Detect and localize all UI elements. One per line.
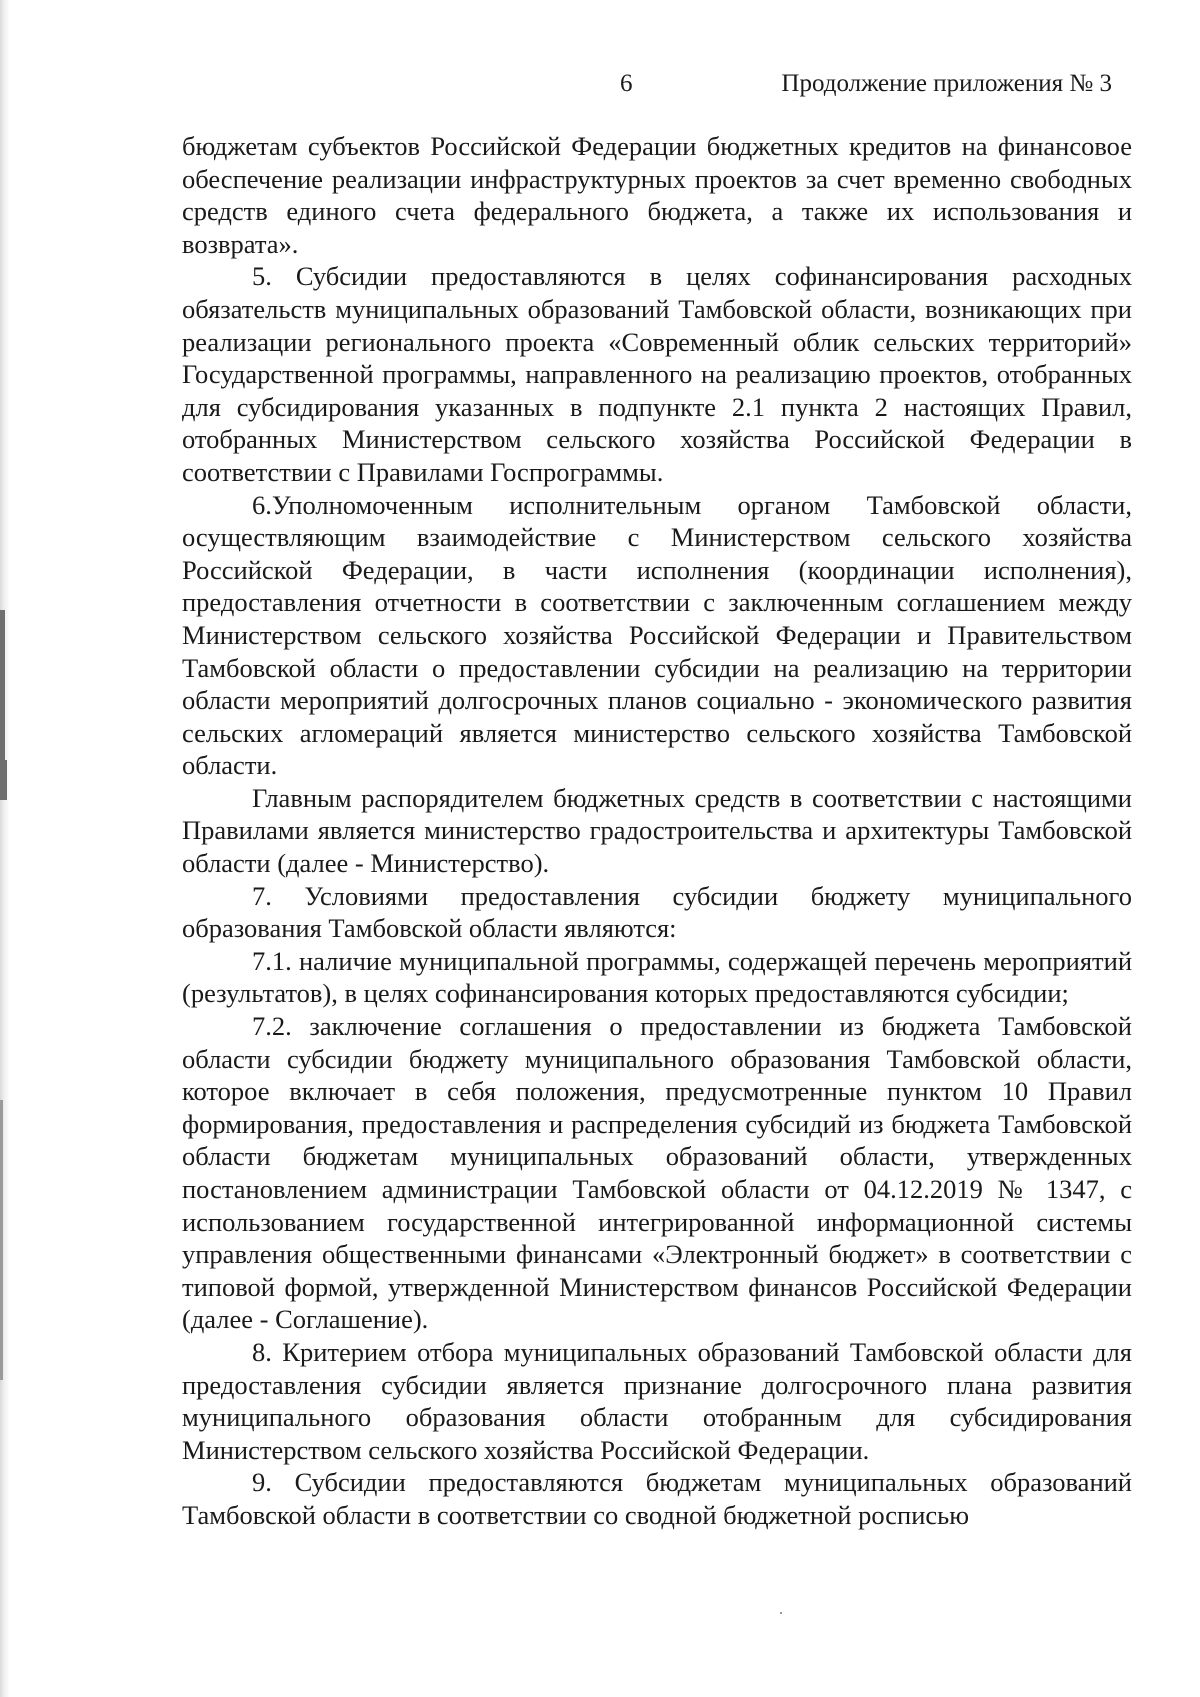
scan-artifact-mark [0, 610, 5, 780]
paragraph: 7.2. заключение соглашения о предоставлении из бюджета Тамбовской области субсидии бюджету муниципального образования Тамбовской области, которое включает в себя положения, предусмотренные пунктом 10 Правил формирования, предоставления и распределения субсидий из бюджета Тамбовской области бюджетам муниципальных образований области, утвержденных постановлением администрации Тамбовской области от 04.12.2019 № 1347, с использованием государственной интегрированной информационной системы управления общественными финансами «Электронный бюджет» в соответствии с типовой формой, утвержденной Министерством финансов Российской Федерации (далее - Соглашение). [182, 1011, 1132, 1335]
paragraph: 7. Условиями предоставления субсидии бюджету муниципального образования Тамбовской области являются: [182, 880, 1132, 944]
paragraph: бюджетам субъектов Российской Федерации бюджетных кредитов на финансовое обеспечение реализации инфраструктурных проектов за счет временно свободных средств единого счета федерального бюджета, а также их использования и возврата». [182, 131, 1132, 259]
paragraph: 6.Уполномоченным исполнительным органом Тамбовской области, осуществляющим взаимодействие с Министерством сельского хозяйства Российской Федерации, в части исполнения (координации исполнения), предоставления отчетности в соответствии с заключенным соглашением между Министерством сельского хозяйства Российской Федерации и Правительством Тамбовской области о предоставлении субсидии на реализацию на территории области мероприятий долгосрочных планов социально - экономического развития сельских агломераций является министерство сельского хозяйства Тамбовской области. [182, 489, 1132, 781]
paragraph: Главным распорядителем бюджетных средств в соответствии с настоящими Правилами является министерство градостроительства и архитектуры Тамбовской области (далее - Министерство). [182, 782, 1132, 879]
appendix-continuation-label: Продолжение приложения № 3 [781, 70, 1112, 97]
scan-edge-shadow [0, 0, 10, 1697]
paragraph: 7.1. наличие муниципальной программы, содержащей перечень мероприятий (результатов), в целях софинансирования которых предоставляются субсидии; [182, 945, 1132, 1009]
page-number: 6 [620, 70, 633, 97]
page-header [0, 70, 1200, 110]
scan-artifact-mark [0, 1100, 3, 1380]
paragraph: 5. Субсидии предоставляются в целях софинансирования расходных обязательств муниципальных образований Тамбовской области, возникающих при реализации регионального проекта «Современный облик сельских территорий» Государственной программы, направленного на реализацию проектов, отобранных для субсидирования указанных в подпункте 2.1 пункта 2 настоящих Правил, отобранных Министерством сельского хозяйства Российской Федерации в соответствии с Правилами Госпрограммы. [182, 261, 1132, 487]
scan-artifact-mark [0, 760, 7, 800]
scan-speck [780, 1612, 782, 1614]
paragraph: 9. Субсидии предоставляются бюджетам муниципальных образований Тамбовской области в соответствии со сводной бюджетной росписью [182, 1467, 1132, 1530]
paragraph: 8. Критерием отбора муниципальных образований Тамбовской области для предоставления субсидии является признание долгосрочного плана развития муниципального образования области отобранным для субсидирования Министерством сельского хозяйства Российской Федерации. [182, 1336, 1132, 1465]
document-body [182, 130, 1132, 1532]
